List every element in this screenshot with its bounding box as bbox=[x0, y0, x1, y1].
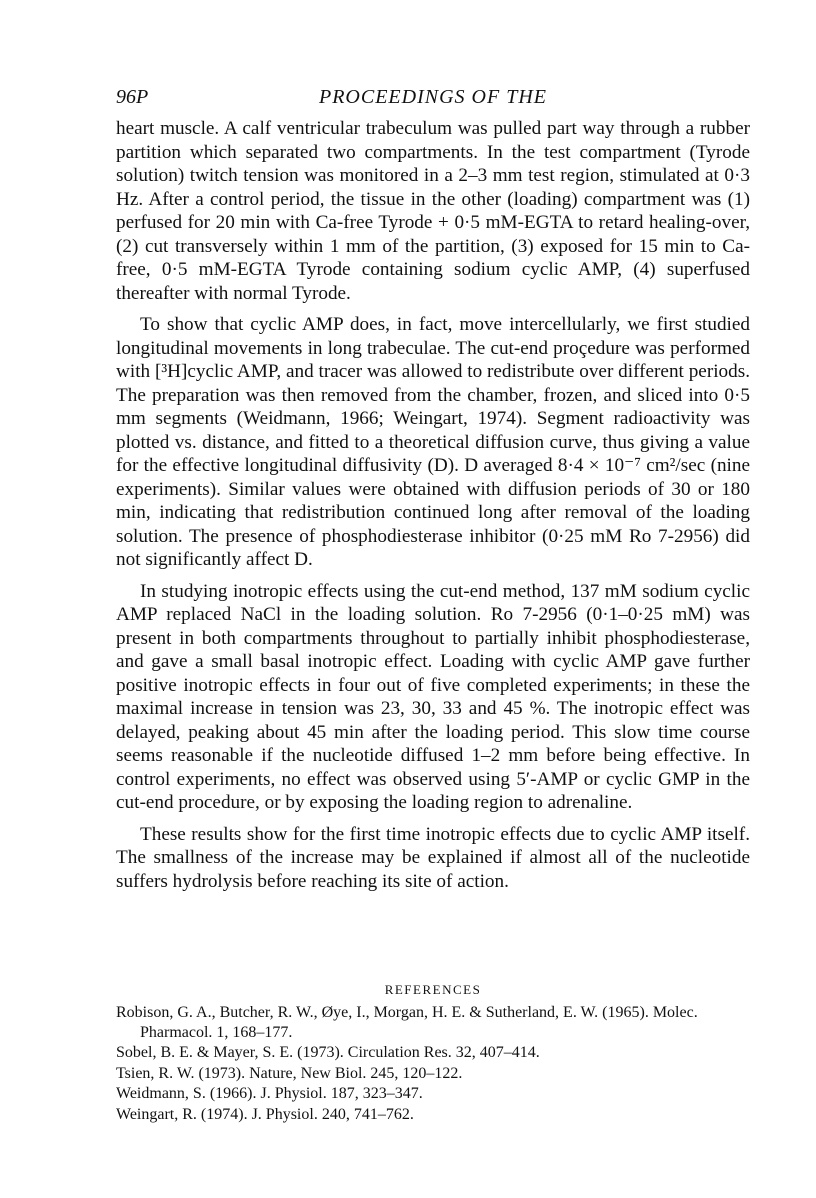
article-body bbox=[116, 117, 750, 901]
running-head bbox=[116, 86, 750, 112]
reference-item: Weingart, R. (1974). J. Physiol. 240, 741–762. bbox=[116, 1105, 414, 1123]
page-number: 96P bbox=[116, 86, 149, 108]
paragraph-inotropic: In studying inotropic effects using the cut-end method, 137 mM sodium cyclic AMP replaced NaCl in the loading solution. Ro 7-2956 (0·1–0·25 mM) was present in both compartments throughout to partially inhibit phosphodiesterase, and gave a small basal inotropic effect. Loading with cyclic AMP gave further positive inotropic effects in four out of five completed experiments; in these the maximal increase in tension was 23, 30, 33 and 45 %. The inotropic effect was delayed, peaking about 45 min after the loading period. This slow time course seems reasonable if the nucleotide diffused 1–2 mm before being effective. In control experiments, no effect was observed using 5′-AMP or cyclic GMP in the cut-end procedure, or by exposing the loading region to adrenaline. bbox=[116, 580, 750, 813]
reference-item: Tsien, R. W. (1973). Nature, New Biol. 245, 120–122. bbox=[116, 1064, 463, 1082]
journal-title: PROCEEDINGS OF THE bbox=[319, 86, 547, 108]
references-list bbox=[116, 1003, 756, 1125]
reference-item: Robison, G. A., Butcher, R. W., Øye, I., Morgan, H. E. & Sutherland, E. W. (1965). Molec. Pharmacol. 1, 168–177. bbox=[116, 1004, 698, 1041]
references-heading: REFERENCES bbox=[384, 982, 482, 997]
paragraph-methods: heart muscle. A calf ventricular trabeculum was pulled part way through a rubber partition which separated two compartments. In the test compartment (Tyrode solution) twitch tension was monitored in a 2–3 mm test region, stimulated at 0·3 Hz. After a control period, the tissue in the other (loading) compartment was (1) perfused for 20 min with Ca-free Tyrode + 0·5 mM-EGTA to retard healing-over, (2) cut transversely within 1 mm of the partition, (3) exposed for 15 min to Ca-free, 0·5 mM-EGTA Tyrode containing sodium cyclic AMP, (4) superfused thereafter with normal Tyrode. bbox=[116, 118, 750, 304]
paragraph-conclusion: These results show for the first time inotropic effects due to cyclic AMP itself. The smallness of the increase may be explained if almost all of the nucleotide suffers hydrolysis before reaching its site of action. bbox=[116, 823, 750, 892]
reference-item: Sobel, B. E. & Mayer, S. E. (1973). Circulation Res. 32, 407–414. bbox=[116, 1044, 540, 1061]
reference-item: Weidmann, S. (1966). J. Physiol. 187, 323–347. bbox=[116, 1085, 423, 1102]
paragraph-diffusion: To show that cyclic AMP does, in fact, move intercellularly, we first studied longitudinal movements in long trabeculae. The cut-end proçedure was performed with [³H]cyclic AMP, and tracer was allowed to redistribute over different periods. The preparation was then removed from the chamber, frozen, and sliced into 0·5 mm segments (Weidmann, 1966; Weingart, 1974). Segment radioactivity was plotted vs. distance, and fitted to a theoretical diffusion curve, thus giving a value for the effective longitudinal diffusivity (D). D averaged 8·4 × 10⁻⁷ cm²/sec (nine experiments). Similar values were obtained with diffusion periods of 30 or 180 min, indicating that redistribution continued long after removal of the loading solution. The presence of phosphodiesterase inhibitor (0·25 mM Ro 7-2956) did not significantly affect D. bbox=[116, 314, 750, 570]
